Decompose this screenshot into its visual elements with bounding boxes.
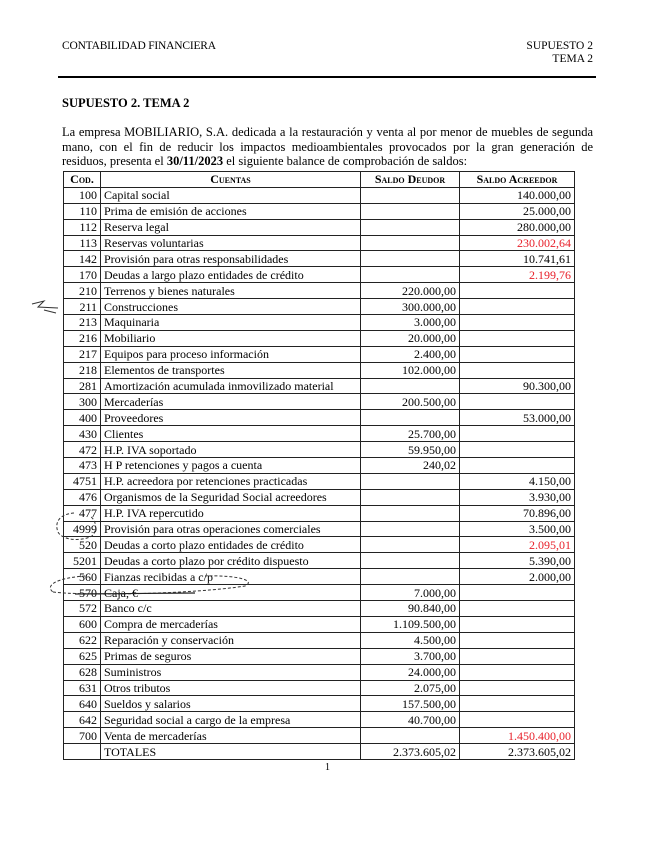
cell-cod: 4999	[64, 521, 101, 537]
cell-deudor: 7.000,00	[361, 585, 460, 601]
table-row	[64, 648, 575, 664]
cell-deudor	[361, 537, 460, 553]
cell-deudor	[361, 728, 460, 744]
cell-cod: 4751	[64, 473, 101, 489]
cell-cuenta: Deudas a corto plazo por crédito dispuesto	[101, 553, 361, 569]
cell-cod: 210	[64, 283, 101, 299]
cell-cuenta: Sueldos y salarios	[101, 696, 361, 712]
cell-deudor: 220.000,00	[361, 283, 460, 299]
cell-cod: 631	[64, 680, 101, 696]
cell-cuenta: Compra de mercaderías	[101, 616, 361, 632]
cell-cod: 216	[64, 330, 101, 346]
cell-deudor: 90.840,00	[361, 601, 460, 617]
table-row	[64, 569, 575, 585]
cell-acreedor	[460, 346, 575, 362]
cell-acreedor: 25.000,00	[460, 203, 575, 219]
cell-cod: 400	[64, 410, 101, 426]
cell-acreedor: 1.450.400,00	[460, 728, 575, 744]
cell-acreedor	[460, 664, 575, 680]
table-row	[64, 299, 575, 315]
cell-cod: 473	[64, 458, 101, 474]
table-row	[64, 315, 575, 331]
cell-acreedor	[460, 648, 575, 664]
cell-cuenta: Deudas a largo plazo entidades de crédito	[101, 267, 361, 283]
table-row	[64, 489, 575, 505]
cell-deudor: 25.700,00	[361, 426, 460, 442]
running-header-left: CONTABILIDAD FINANCIERA	[62, 40, 216, 52]
cell-cod: 625	[64, 648, 101, 664]
table-row	[64, 458, 575, 474]
totals-acreedor: 2.373.605,02	[460, 744, 575, 760]
cell-cuenta: Seguridad social a cargo de la empresa	[101, 712, 361, 728]
cell-deudor: 200.500,00	[361, 394, 460, 410]
table-row	[64, 616, 575, 632]
cell-deudor: 2.400,00	[361, 346, 460, 362]
cell-deudor	[361, 521, 460, 537]
col-header-cuentas: Cuentas	[101, 172, 361, 188]
cell-deudor: 59.950,00	[361, 442, 460, 458]
cell-cod: 300	[64, 394, 101, 410]
table-row	[64, 394, 575, 410]
cell-acreedor	[460, 616, 575, 632]
cell-acreedor	[460, 299, 575, 315]
running-header-right	[526, 40, 593, 66]
handwritten-arrow-icon	[28, 296, 68, 318]
header-supuesto: SUPUESTO 2	[526, 40, 593, 52]
cell-acreedor: 280.000,00	[460, 219, 575, 235]
cell-acreedor	[460, 696, 575, 712]
cell-acreedor	[460, 426, 575, 442]
cell-cuenta: Organismos de la Seguridad Social acreedores	[101, 489, 361, 505]
cell-deudor: 40.700,00	[361, 712, 460, 728]
cell-deudor: 24.000,00	[361, 664, 460, 680]
cell-cuenta: H.P. acreedora por retenciones practicadas	[101, 473, 361, 489]
cell-deudor: 3.700,00	[361, 648, 460, 664]
cell-deudor: 102.000,00	[361, 362, 460, 378]
cell-cuenta: Reparación y conservación	[101, 632, 361, 648]
cell-acreedor	[460, 680, 575, 696]
cell-cod: 572	[64, 601, 101, 617]
cell-cuenta: Capital social	[101, 187, 361, 203]
cell-cod: 700	[64, 728, 101, 744]
table-row	[64, 378, 575, 394]
cell-acreedor	[460, 362, 575, 378]
table-row	[64, 410, 575, 426]
cell-cuenta: Maquinaria	[101, 315, 361, 331]
page-title: SUPUESTO 2. TEMA 2	[62, 96, 190, 110]
cell-cod: 472	[64, 442, 101, 458]
cell-cod: 570	[64, 585, 101, 601]
table-row	[64, 330, 575, 346]
cell-acreedor: 4.150,00	[460, 473, 575, 489]
cell-deudor: 2.075,00	[361, 680, 460, 696]
cell-cuenta: Caja, €	[101, 585, 361, 601]
cell-cod: 211	[64, 299, 101, 315]
cell-cuenta: Equipos para proceso información	[101, 346, 361, 362]
cell-acreedor: 90.300,00	[460, 378, 575, 394]
cell-deudor	[361, 203, 460, 219]
cell-deudor	[361, 410, 460, 426]
cell-cuenta: H.P. IVA repercutido	[101, 505, 361, 521]
table-header-row	[64, 172, 575, 188]
cell-cod: 110	[64, 203, 101, 219]
cell-cod: 600	[64, 616, 101, 632]
table-row	[64, 601, 575, 617]
table-row	[64, 267, 575, 283]
cell-acreedor	[460, 632, 575, 648]
cell-acreedor: 230.002,64	[460, 235, 575, 251]
totals-row	[64, 744, 575, 760]
cell-cod: 476	[64, 489, 101, 505]
table-row	[64, 473, 575, 489]
cell-cuenta: Provisión para otras operaciones comerciales	[101, 521, 361, 537]
cell-deudor	[361, 235, 460, 251]
col-header-acreedor: Saldo Acreedor	[460, 172, 575, 188]
cell-cod: 430	[64, 426, 101, 442]
cell-deudor	[361, 251, 460, 267]
cell-deudor: 157.500,00	[361, 696, 460, 712]
cell-cuenta: Prima de emisión de acciones	[101, 203, 361, 219]
intro-date: 30/11/2023	[166, 154, 224, 169]
cell-cuenta: Clientes	[101, 426, 361, 442]
cell-cuenta: Banco c/c	[101, 601, 361, 617]
cell-acreedor: 3.930,00	[460, 489, 575, 505]
table-row	[64, 696, 575, 712]
cell-deudor	[361, 187, 460, 203]
cell-cuenta: H.P. IVA soportado	[101, 442, 361, 458]
cell-cuenta: Reservas voluntarias	[101, 235, 361, 251]
cell-acreedor: 53.000,00	[460, 410, 575, 426]
cell-cod: 5201	[64, 553, 101, 569]
cell-cod: 622	[64, 632, 101, 648]
cell-deudor: 300.000,00	[361, 299, 460, 315]
cell-deudor: 20.000,00	[361, 330, 460, 346]
table-row	[64, 505, 575, 521]
cell-cod: 477	[64, 505, 101, 521]
cell-cod: 281	[64, 378, 101, 394]
cell-cod: 170	[64, 267, 101, 283]
cell-acreedor: 2.199,76	[460, 267, 575, 283]
cell-acreedor: 5.390,00	[460, 553, 575, 569]
cell-cuenta: Venta de mercaderías	[101, 728, 361, 744]
totals-label: TOTALES	[101, 744, 361, 760]
cell-cod: 640	[64, 696, 101, 712]
cell-acreedor	[460, 712, 575, 728]
cell-cuenta: H P retenciones y pagos a cuenta	[101, 458, 361, 474]
cell-deudor	[361, 569, 460, 585]
table-row	[64, 728, 575, 744]
trial-balance-table	[63, 171, 575, 760]
table-row	[64, 712, 575, 728]
cell-acreedor: 2.000,00	[460, 569, 575, 585]
table-row	[64, 537, 575, 553]
cell-acreedor: 10.741,61	[460, 251, 575, 267]
col-header-cod: Cod.	[64, 172, 101, 188]
cell-deudor	[361, 267, 460, 283]
cell-deudor	[361, 473, 460, 489]
cell-cod: 520	[64, 537, 101, 553]
table-row	[64, 664, 575, 680]
cell-acreedor: 2.095,01	[460, 537, 575, 553]
cell-cuenta: Deudas a corto plazo entidades de crédito	[101, 537, 361, 553]
table-row	[64, 346, 575, 362]
intro-text-1: La empresa MOBILIARIO, S.A. dedicada a la restauración y venta al por menor de muebles de segunda mano, con el fin de reducir los impactos medioambientales provocados por la gran generación de residuos, presenta el	[62, 125, 593, 169]
table-row	[64, 585, 575, 601]
page-number: 1	[325, 762, 330, 773]
table-row	[64, 442, 575, 458]
cell-cuenta: Provisión para otras responsabilidades	[101, 251, 361, 267]
table-row	[64, 521, 575, 537]
cell-acreedor	[460, 585, 575, 601]
cell-deudor	[361, 489, 460, 505]
totals-deudor: 2.373.605,02	[361, 744, 460, 760]
cell-acreedor	[460, 283, 575, 299]
cell-deudor	[361, 553, 460, 569]
cell-deudor	[361, 378, 460, 394]
cell-acreedor: 70.896,00	[460, 505, 575, 521]
cell-deudor: 3.000,00	[361, 315, 460, 331]
table-row	[64, 187, 575, 203]
cell-cuenta: Otros tributos	[101, 680, 361, 696]
cell-cuenta: Mobiliario	[101, 330, 361, 346]
totals-cod	[64, 744, 101, 760]
intro-paragraph	[62, 125, 593, 169]
table-row	[64, 203, 575, 219]
cell-deudor: 4.500,00	[361, 632, 460, 648]
cell-cuenta: Primas de seguros	[101, 648, 361, 664]
header-rule	[58, 76, 596, 78]
cell-cod: 213	[64, 315, 101, 331]
table-row	[64, 362, 575, 378]
cell-deudor	[361, 505, 460, 521]
cell-acreedor	[460, 442, 575, 458]
cell-acreedor	[460, 315, 575, 331]
cell-cuenta: Terrenos y bienes naturales	[101, 283, 361, 299]
cell-cuenta: Fianzas recibidas a c/p	[101, 569, 361, 585]
cell-cod: 112	[64, 219, 101, 235]
cell-cod: 113	[64, 235, 101, 251]
table-row	[64, 219, 575, 235]
cell-cuenta: Elementos de transportes	[101, 362, 361, 378]
cell-cuenta: Suministros	[101, 664, 361, 680]
cell-cuenta: Reserva legal	[101, 219, 361, 235]
cell-cuenta: Proveedores	[101, 410, 361, 426]
cell-cod: 218	[64, 362, 101, 378]
cell-acreedor	[460, 458, 575, 474]
cell-acreedor	[460, 330, 575, 346]
cell-acreedor: 3.500,00	[460, 521, 575, 537]
col-header-deudor: Saldo Deudor	[361, 172, 460, 188]
table-body	[64, 187, 575, 743]
cell-deudor: 240,02	[361, 458, 460, 474]
cell-deudor: 1.109.500,00	[361, 616, 460, 632]
table-row	[64, 251, 575, 267]
cell-acreedor	[460, 601, 575, 617]
cell-cuenta: Mercaderías	[101, 394, 361, 410]
table-row	[64, 283, 575, 299]
cell-cod: 100	[64, 187, 101, 203]
cell-cuenta: Construcciones	[101, 299, 361, 315]
table-row	[64, 235, 575, 251]
cell-cod: 142	[64, 251, 101, 267]
table-row	[64, 553, 575, 569]
cell-deudor	[361, 219, 460, 235]
cell-cod: 560	[64, 569, 101, 585]
table-row	[64, 632, 575, 648]
intro-text-2: el siguiente balance de comprobación de saldos:	[223, 154, 468, 169]
table-row	[64, 680, 575, 696]
table-row	[64, 426, 575, 442]
cell-cuenta: Amortización acumulada inmovilizado material	[101, 378, 361, 394]
cell-acreedor: 140.000,00	[460, 187, 575, 203]
cell-cod: 642	[64, 712, 101, 728]
cell-cod: 217	[64, 346, 101, 362]
cell-cod: 628	[64, 664, 101, 680]
cell-acreedor	[460, 394, 575, 410]
header-tema: TEMA 2	[552, 53, 593, 65]
